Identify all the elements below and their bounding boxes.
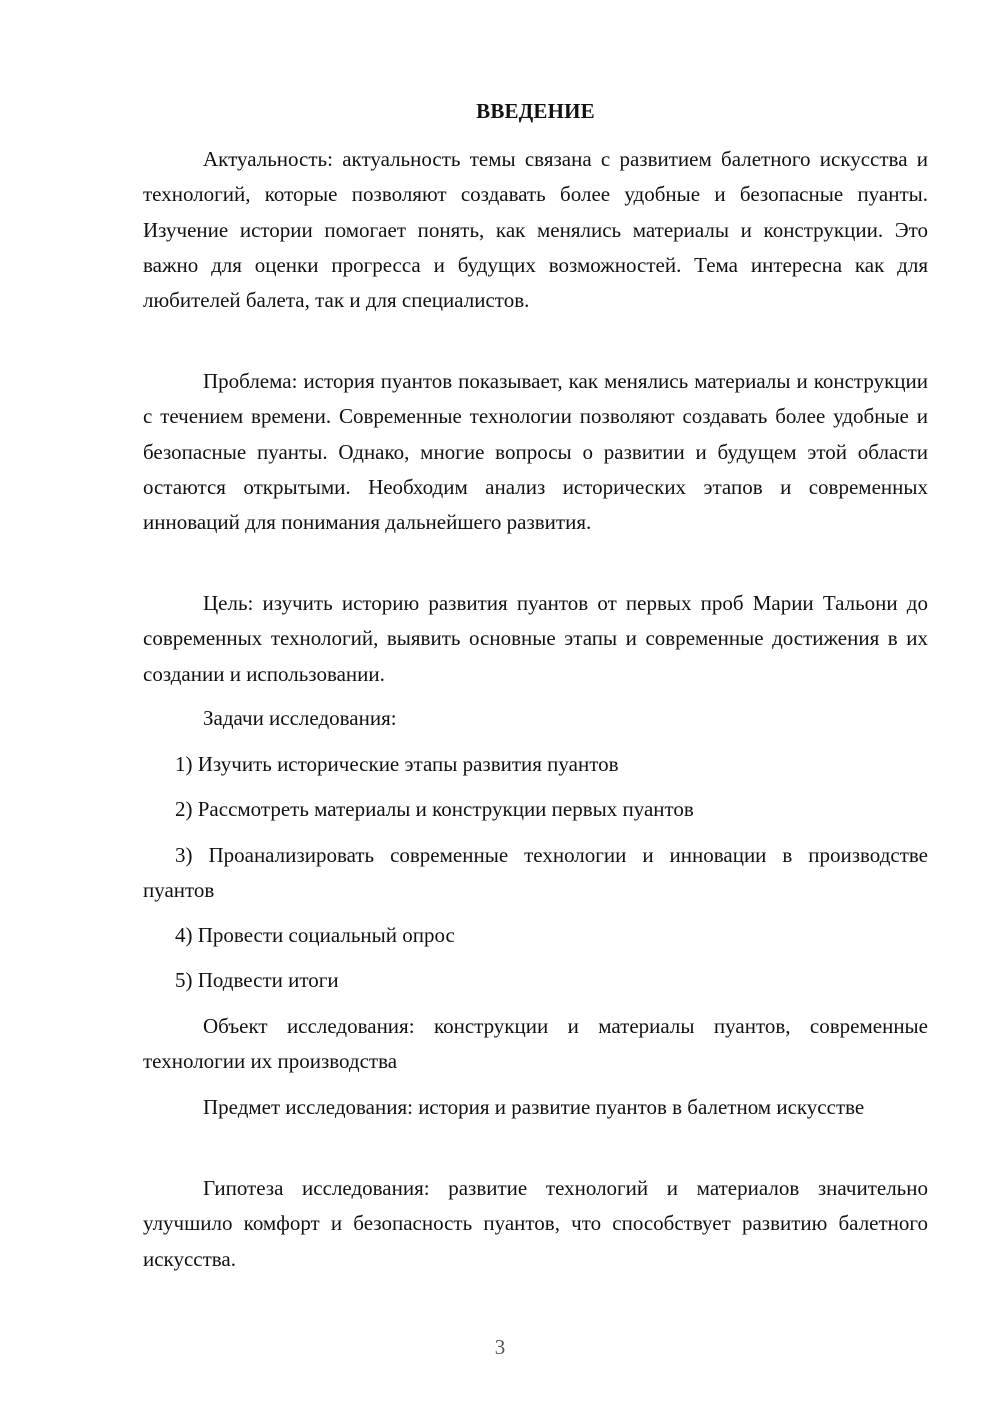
hypothesis-paragraph: Гипотеза исследования: развитие технологий и материалов значительно улучшило комфорт и безопасность пуантов, что способствует развитию балетного искусства. [143,1176,928,1271]
tasks-heading: Задачи исследования: [203,706,397,730]
problem-paragraph: Проблема: история пуантов показывает, как менялись материалы и конструкции с течением времени. Современные технологии позволяют создавать более удобные и безопасные пуанты. Однако, многие вопросы о развитии и будущем этой области остаются открытыми. Необходим анализ исторических этапов и современных инноваций для понимания дальнейшего развития. [143,369,928,535]
task-item-4: 4) Провести социальный опрос [175,923,455,947]
relevance-paragraph: Актуальность: актуальность темы связана с развитием балетного искусства и технологий, которые позволяют создавать более удобные и безопасные пуанты. Изучение истории помогает понять, как менялись материалы и конструкции. Это важно для оценки прогресса и будущих возможностей. Тема интересна как для любителей балета, так и для специалистов. [143,147,928,313]
task-item-2: 2) Рассмотреть материалы и конструкции первых пуантов [175,797,694,821]
task-item-5: 5) Подвести итоги [175,968,339,992]
goal-paragraph: Цель: изучить историю развития пуантов от первых проб Марии Тальони до современных технологий, выявить основные этапы и современные достижения в их создании и использовании. [143,591,928,686]
page-number: 3 [494,1335,506,1359]
object-paragraph: Объект исследования: конструкции и материалы пуантов, современные технологии их производства [143,1014,928,1074]
task-item-1: 1) Изучить исторические этапы развития пуантов [175,752,619,776]
page-title: ВВЕДЕНИЕ [476,99,595,123]
subject-paragraph: Предмет исследования: история и развитие пуантов в балетном искусстве [203,1095,865,1119]
task-item-3: 3) Проанализировать современные технологии и инновации в производстве пуантов [143,843,928,903]
